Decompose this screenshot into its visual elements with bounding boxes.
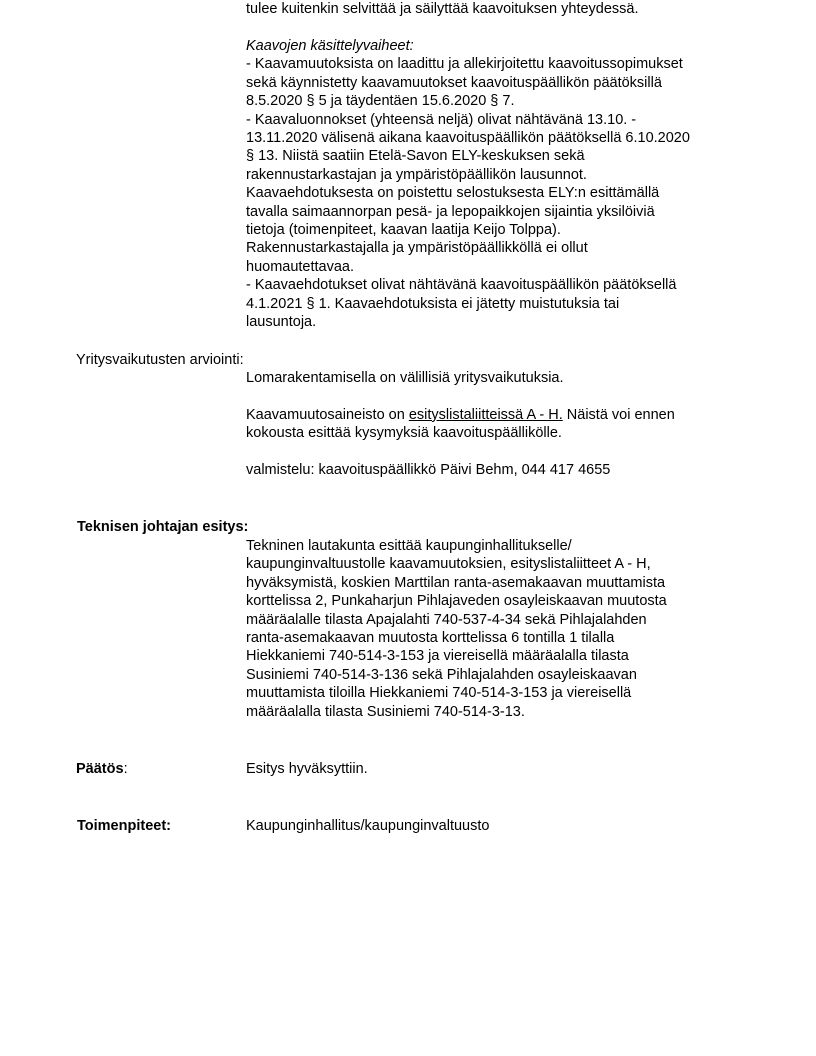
proposal-line: ranta-asemakaavan muutosta korttelissa 6 tontilla 1 tilalla [246,630,615,647]
stages-line: Rakennustarkastajalla ja ympäristöpäällikköllä ei ollut [246,240,588,257]
stages-line: lausuntoja. [246,314,317,331]
stages-line: 8.5.2020 § 5 ja täydentäen 15.6.2020 § 7. [246,93,515,110]
proposal-line: määräalalla tilasta Susiniemi 740-514-3-13. [246,703,525,720]
stages-section [246,37,756,332]
stages-line: sekä käynnistetty kaavamuutokset kaavoituspäällikön päätöksillä [246,74,662,91]
decision-label-row [76,760,128,778]
intro-continuation [246,0,756,18]
material-suffix: Näistä voi ennen [562,406,675,423]
proposal-line: muuttamista tiloilla Hiekkaniemi 740-514-3-153 ja viereisellä [246,685,632,702]
business-impact-label: Yritysvaikutusten arviointi: [76,352,244,368]
proposal-line: Susiniemi 740-514-3-136 sekä Pihlajalahden osayleiskaavan [246,666,637,683]
material-line [246,406,756,424]
intro-text: tulee kuitenkin selvittää ja säilyttää kaavoituksen yhteydessä. [246,1,639,17]
stages-line: Kaavaehdotuksesta on poistettu selostuksesta ELY:n esittämällä [246,185,660,202]
attachments-link[interactable]: esityslistaliitteissä A - H. [408,406,563,423]
proposal-label: Teknisen johtajan esitys: [77,519,249,535]
decision-label: Päätös [76,761,124,777]
business-impact-text: Lomarakentamisella on välillisiä yritysvaikutuksia. [246,370,564,386]
decision-colon: : [123,761,128,777]
actions-label: Toimenpiteet: [77,818,171,834]
stages-line: - Kaavaluonnokset (yhteensä neljä) olivat nähtävänä 13.10. - [246,111,637,128]
proposal-line: hyväksymistä, koskien Marttilan ranta-asemakaavan muuttamista [246,574,666,591]
stages-heading: Kaavojen käsittelyvaiheet: [246,38,414,54]
stages-line: 4.1.2021 § 1. Kaavaehdotuksista ei jätetty muistutuksia tai [246,295,620,312]
stages-line: huomautettavaa. [246,258,355,275]
proposal-line: korttelissa 2, Punkaharjun Pihlajaveden osayleiskaavan muutosta [246,593,667,610]
preparer-text: valmistelu: kaavoituspäällikkö Päivi Behm, 044 417 4655 [246,462,611,478]
stages-line: - Kaavamuutoksista on laadittu ja allekirjoitettu kaavoitussopimukset [246,56,683,73]
actions-text: Kaupunginhallitus/kaupunginvaltuusto [246,818,490,834]
proposal-section [246,537,756,721]
proposal-line: määräalalle tilasta Apajalahti 740-537-4-34 sekä Pihlajalahden [246,611,647,628]
decision-text: Esitys hyväksyttiin. [246,761,368,777]
proposal-line: kaupunginvaltuustolle kaavamuutoksien, esityslistaliitteet A - H, [246,556,651,573]
stages-line: - Kaavaehdotukset olivat nähtävänä kaavoituspäällikön päätöksellä [246,277,677,294]
stages-line: § 13. Niistä saatiin Etelä-Savon ELY-keskuksen sekä [246,148,585,165]
material-line2: kokousta esittää kysymyksiä kaavoituspäällikölle. [246,425,562,442]
proposal-line: Hiekkaniemi 740-514-3-153 ja viereisellä määräalalla tilasta [246,648,629,665]
stages-line: tietoja (toimenpiteet, kaavan laatija Keijo Tolppa). [246,222,561,239]
stages-line: tavalla saimaannorpan pesä- ja lepopaikkojen sijaintia yksilöiviä [246,203,655,220]
stages-line: rakennustarkastajan ja ympäristöpäällikön lausunnot. [246,166,587,183]
proposal-line: Tekninen lautakunta esittää kaupunginhallitukselle/ [246,538,572,554]
business-impact-section [246,369,756,479]
material-prefix: Kaavamuutosaineisto on [246,406,409,423]
stages-line: 13.11.2020 välisenä aikana kaavoituspäällikön päätöksellä 6.10.2020 [246,130,690,147]
